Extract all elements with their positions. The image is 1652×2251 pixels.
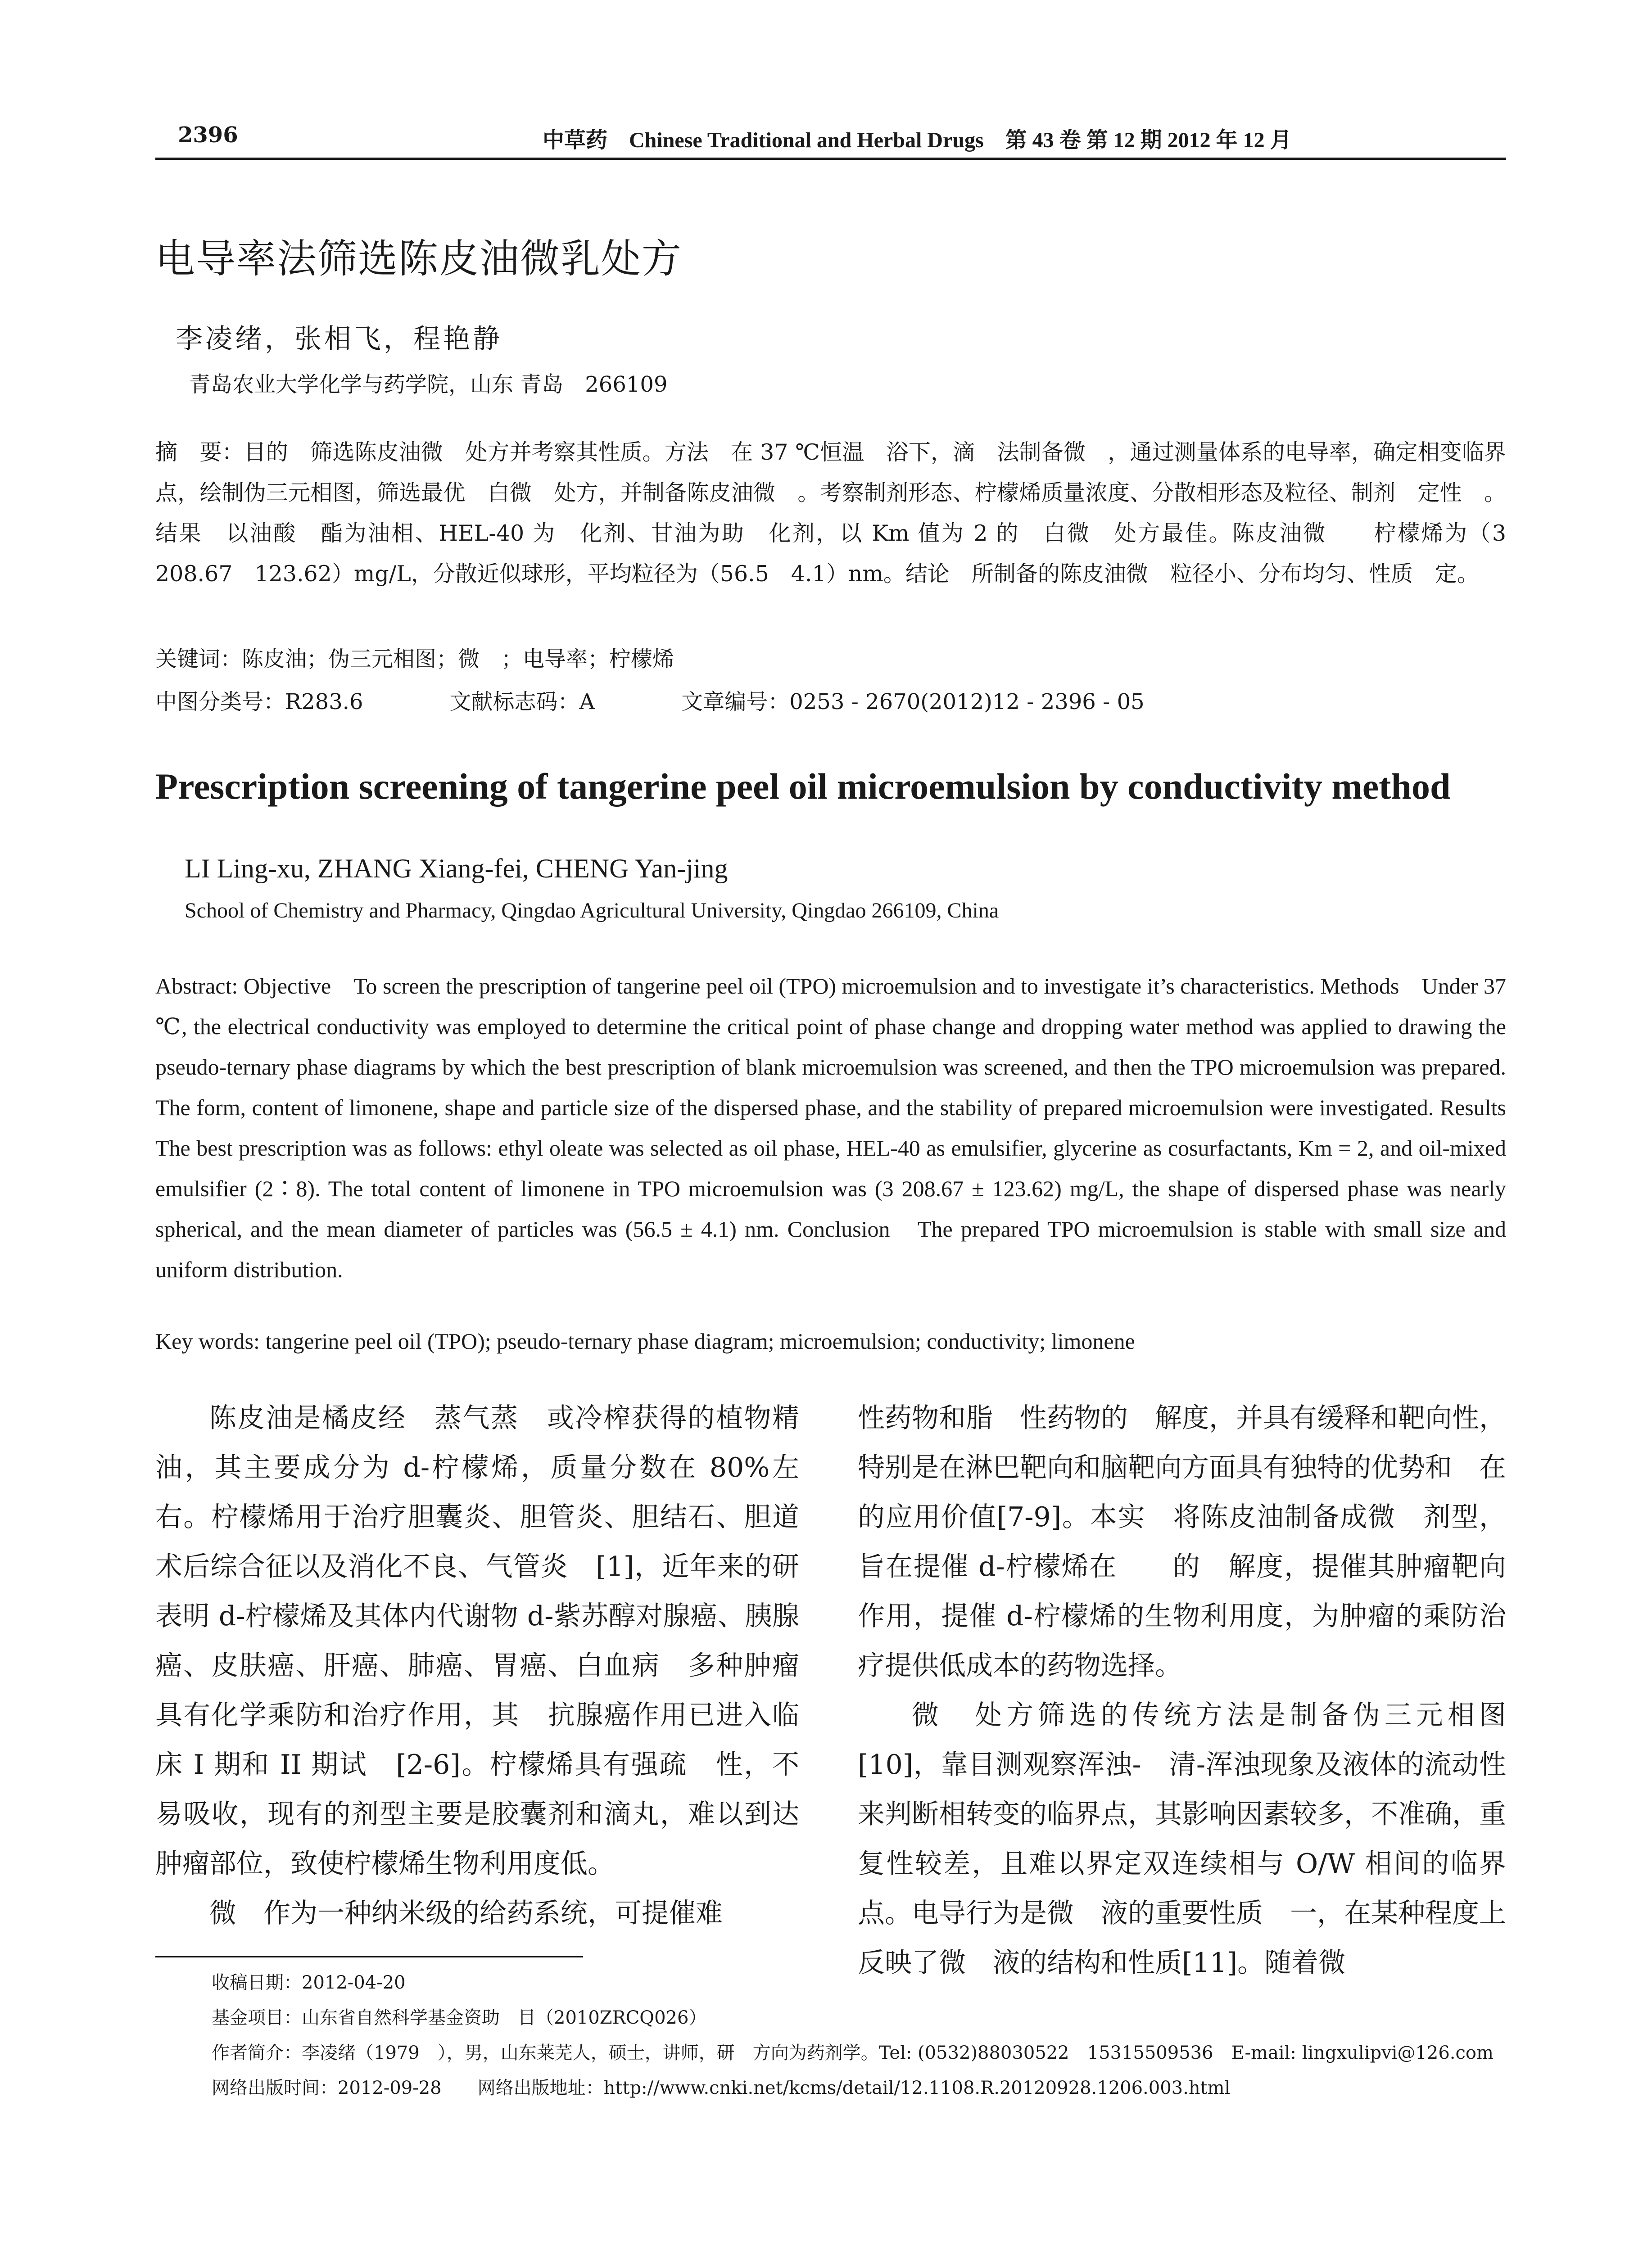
english-title: Prescription screening of tangerine peel oil microemulsion by conductivity method	[155, 766, 1451, 807]
body-paragraph: 陈皮油是橘皮经 蒸气蒸 或冷榨获得的植物精油，其主要成分为 d-柠檬烯，质量分数在 80%左右。柠檬烯用于治疗胆囊炎、胆管炎、胆结石、胆道术后综合征以及消化不良、气管炎 [1]，近年来的研 表明 d-柠檬烯及其体内代谢物 d-紫苏醇对腺癌、胰腺癌、皮肤癌、肝癌、肺癌、胃癌、白血病 多种肿瘤具有化学乘防和治疗作用，其 抗腺癌作用已进入临床 I 期和 II 期试 [2-6]。柠檬烯具有强疏 性，不易吸收，现有的剂型主要是胶囊剂和滴丸，难以到达肿瘤部位，致使柠檬烯生物利用度低。	[155, 1402, 826, 1880]
classification-line: 中图分类号：R283.6 文献标志码：A 文章编号：0253 - 2670(2012)12 - 2396 - 05	[155, 689, 1145, 714]
body-paragraph: 微 处方筛选的传统方法是制备伪三元相图[10]，靠目测观察浑浊- 清-浑浊现象及液体的流动性来判断相转变的临界点，其影响因素较多，不准确，重复性较差，且难以界定双连续相与 O/W 相间的临界点。电导行为是微 液的重要性质 一，在某种程度上反映了微 液的结构和性质[11]。随着微	[858, 1700, 1506, 1979]
chinese-title: 电导率法筛选陈皮油微乳处方	[155, 235, 683, 282]
chinese-keywords: 关键词：陈皮油；伪三元相图；微 ；电导率；柠檬烯	[155, 646, 674, 672]
body-right-column	[858, 1393, 1506, 1988]
english-abstract: Abstract: Objective To screen the prescription of tangerine peel oil (TPO) microemulsion and to investigate it’s characteristics. Methods Under 37 ℃, the electrical conductivity was employed to determine the critical point of phase change and dropping water method was applied to drawing the pseudo-ternary phase diagrams by which the best prescription of blank microemulsion was screened, and then the TPO microemulsion was prepared. The form, content of limonene, shape and particle size of the dispersed phase, and the stability of prepared microemulsion were investigated. Results The best prescription was as follows: ethyl oleate was selected as oil phase, HEL-40 as emulsifier, glycerine as cosurfactants, Km = 2, and oil-mixed emulsifier (2∶8). The total content of limonene in TPO microemulsion was (3 208.67 ± 123.62) mg/L, the shape of dispersed phase was nearly spherical, and the mean diameter of particles was (56.5 ± 4.1) nm. Conclusion The prepared TPO microemulsion is stable with small size and uniform distribution.	[155, 973, 1529, 1282]
journal-line: 中草药 Chinese Traditional and Herbal Drugs 第 43 卷 第 12 期 2012 年 12 月	[543, 128, 1292, 152]
header-rule	[155, 158, 1506, 160]
footnote-online: 网络出版时间：2012-09-28 网络出版地址：http://www.cnki.net/kcms/detail/12.1108.R.20120928.1206.003.html	[212, 2078, 1231, 2098]
body-paragraph: 性药物和脂 性药物的 解度，并具有缓释和靶向性，特别是在淋巴靶向和脑靶向方面具有独特的优势和 在的应用价值[7-9]。本实 将陈皮油制备成微 剂型，旨在提催 d-柠檬烯在 的 解度，提催其肿瘤靶向作用，提催 d-柠檬烯的生物利用度，为肿瘤的乘防治疗提供低成本的药物选择。	[858, 1402, 1506, 1681]
running-header	[155, 122, 1497, 154]
chinese-authors: 李凌绪，张相飞，程艳静	[176, 323, 502, 355]
english-authors: LI Ling-xu, ZHANG Xiang-fei, CHENG Yan-jing	[185, 854, 728, 883]
chinese-abstract: 摘 要：目的 筛选陈皮油微 处方并考察其性质。方法 在 37 ℃恒温 浴下，滴 法制备微 ，通过测量体系的电导率，确定相变临界点，绘制伪三元相图，筛选最优 白微 处方，并制备陈皮油微 。考察制剂形态、柠檬烯质量浓度、分散相形态及粒径、制剂 定性 。结果 以油酸 酯为油相、HEL-40 为 化剂、甘油为助 化剂，以 Km 值为 2 的 白微 处方最佳。陈皮油微 柠檬烯为（3 208.67 123.62）mg/L，分散近似球形，平均粒径为（56.5 4.1）nm。结论 所制备的陈皮油微 粒径小、分布均匀、性质 定。	[155, 439, 1506, 587]
chinese-affiliation: 青岛农业大学化学与药学院，山东 青岛 266109	[189, 372, 668, 397]
body-left-column	[155, 1393, 826, 1938]
english-keywords: Key words: tangerine peel oil (TPO); pseudo-ternary phase diagram; microemulsion; conductivity; limonene	[155, 1329, 1135, 1354]
english-affiliation: School of Chemistry and Pharmacy, Qingdao Agricultural University, Qingdao 266109, China	[185, 899, 999, 922]
body-paragraph: 微 作为一种纳米级的给药系统，可提催难	[209, 1898, 723, 1929]
footnote-fund: 基金项目：山东省自然科学基金资助 目（2010ZRCQ026）	[212, 2007, 707, 2028]
page-number: 2396	[178, 122, 238, 148]
footnote-rule	[155, 1956, 583, 1957]
footnote-author: 作者简介：李凌绪（1979 ），男，山东莱芜人，硕士，讲师，研 方向为药剂学。Tel: (0532)88030522 15315509536 E-mail: lingxulipvi@126.com	[212, 2043, 1494, 2063]
footnote-received: 收稿日期：2012-04-20	[212, 1972, 406, 1993]
